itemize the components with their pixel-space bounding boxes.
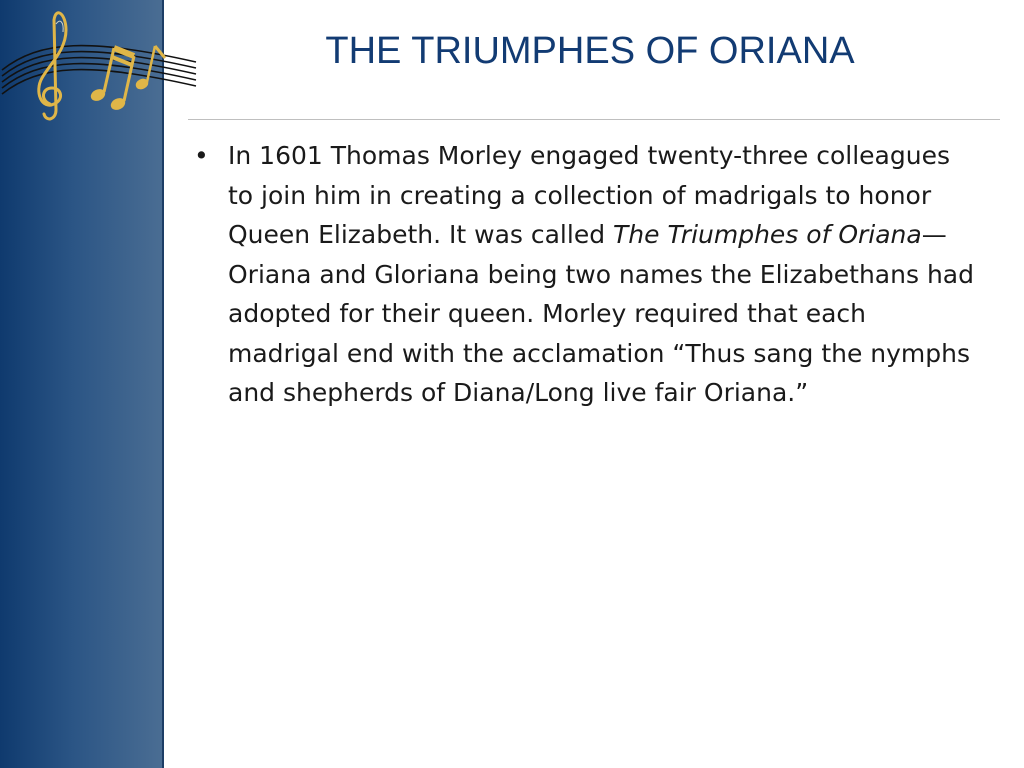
music-staff-ornament-icon	[0, 0, 200, 130]
bullet-item	[190, 136, 980, 413]
bullet-paragraph	[228, 136, 980, 413]
collection-title-italic: The Triumphes of Oriana	[613, 220, 922, 249]
title-divider	[188, 119, 1000, 120]
paragraph-text-part-2: —Oriana and Gloriana being two names the Elizabethans had adopted for their queen. Morley required that each madrigal end with the acclamation “Thus sang the nymphs and shepherds of Diana/Long live fair Oriana.”	[228, 220, 974, 407]
paragraph-text-part-1: In 1601 Thomas Morley engaged twenty-three colleagues to join him in creating a collection of madrigals to honor Queen Elizabeth. It was called	[228, 141, 950, 249]
slide-title: THE TRIUMPHES OF ORIANA	[325, 30, 855, 72]
slide-body	[190, 136, 980, 413]
bullet-marker: •	[194, 141, 209, 170]
